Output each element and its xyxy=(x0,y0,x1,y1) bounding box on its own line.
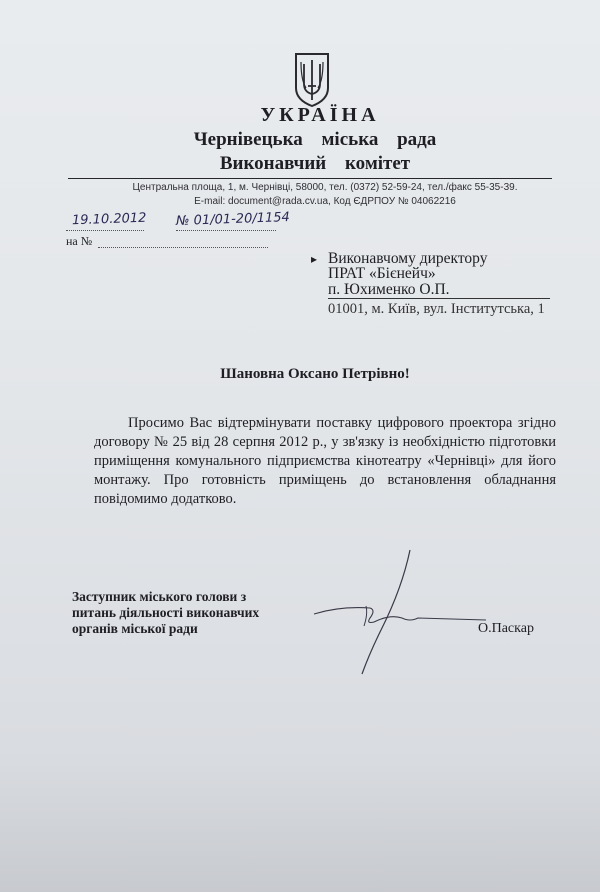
trident-icon xyxy=(290,50,334,108)
outgoing-number: № 01/01-20/1154 xyxy=(175,210,291,229)
council-heading: Чернівецька міська рада xyxy=(193,129,437,150)
signature-scribble xyxy=(310,548,490,678)
recipient-address: 01001, м. Київ, вул. Інститутська, 1 xyxy=(328,301,545,317)
recipient-underline xyxy=(328,298,550,299)
salutation: Шановна Оксано Петрівно! xyxy=(220,366,410,382)
signatory-title-line: Заступник міського голови з xyxy=(72,589,247,604)
committee-heading: Виконавчий комітет xyxy=(219,153,411,174)
country-heading: УКРАЇНА xyxy=(260,104,380,126)
letter-body: Просимо Вас відтермінувати поставку цифрового проектора згідно договору № 25 від 28 серпня 2012 р., у зв'язку із необхідністю підготовки приміщення комунального підприємства кінотеатру «Чернівці» для його монтажу. Про готовність приміщень до встановлення обладнання повідомимо додатково. xyxy=(94,415,556,507)
paper-shading xyxy=(0,760,600,892)
recipient-marker-icon: ▸ xyxy=(311,252,318,266)
recipient-position: Виконавчому директору xyxy=(328,250,488,267)
signatory-name: О.Паскар xyxy=(478,621,534,636)
outgoing-date: 19.10.2012 xyxy=(71,210,147,229)
reply-to-underline xyxy=(98,247,268,248)
recipient-company: ПРАТ «Бієнейч» xyxy=(328,265,436,282)
header-address: Центральна площа, 1, м. Чернівці, 58000, тел. (0372) 52-59-24, тел./факс 55-35-39. xyxy=(132,182,518,193)
header-divider xyxy=(68,178,552,179)
date-underline xyxy=(66,230,144,231)
signatory-title xyxy=(72,589,259,637)
signatory-title-line: питань діяльності виконавчих xyxy=(72,605,260,620)
signatory-title-line: органів міської ради xyxy=(72,621,198,636)
recipient-name: п. Юхименко О.П. xyxy=(328,281,450,298)
header-contacts: E-mail: document@rada.cv.ua, Код ЄДРПОУ № 04062216 xyxy=(194,196,456,207)
reply-to-label: на № xyxy=(66,234,93,248)
number-underline xyxy=(176,230,276,231)
